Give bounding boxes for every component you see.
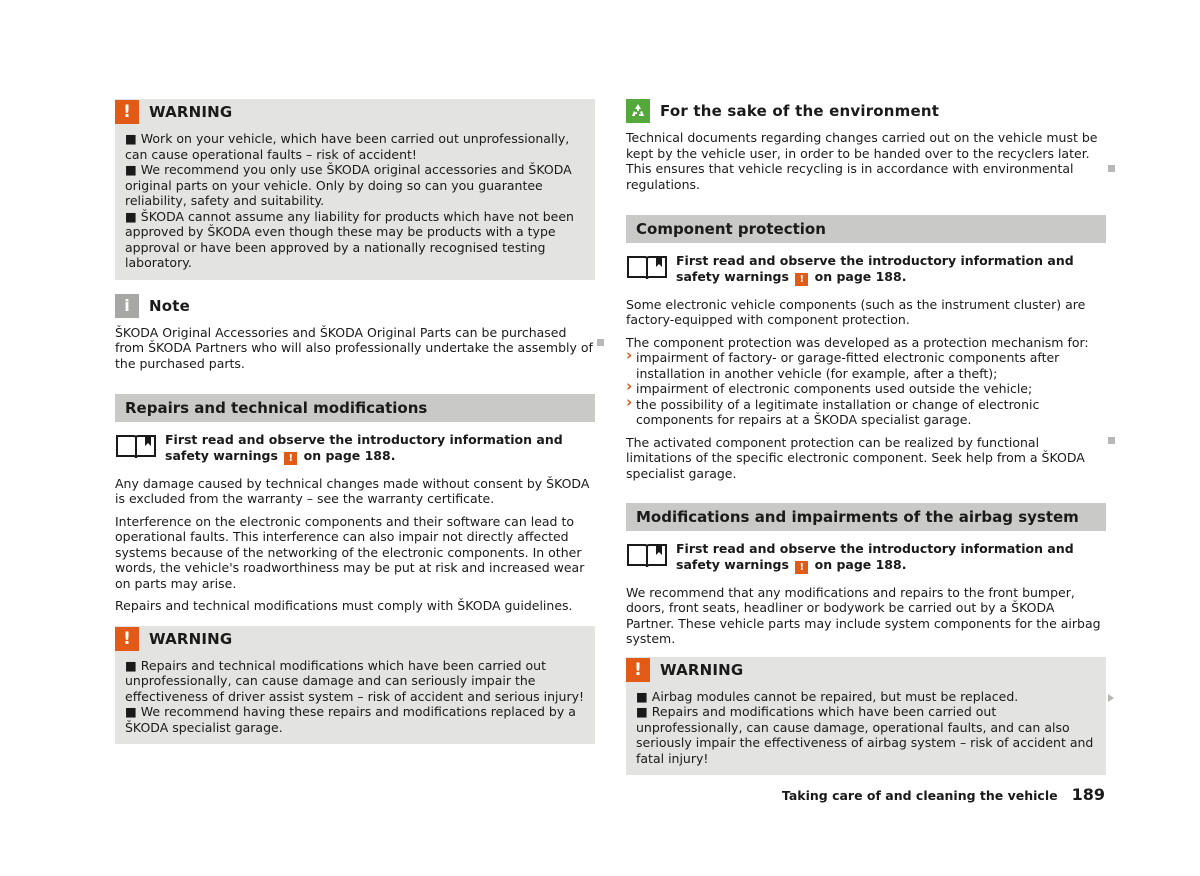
paragraph: We recommend that any modifications and repairs to the front bumper, doors, front seats, headliner or bodywork be carried out by a ŠKODA Partner. These vehicle parts may include system components for the airbag system. bbox=[626, 584, 1101, 646]
list-item: › impairment of factory- or garage-fitted electronic components after installation in another vehicle (for example, after a theft); bbox=[626, 350, 1106, 381]
paragraph: Interference on the electronic components and their software can lead to operational faults. This interference can also impair not directly affected systems because of the networking of the electronic components. In other words, the vehicle's roadworthiness may be put at risk and increased wear on parts may arise. bbox=[115, 513, 585, 591]
warning-line: ■ We recommend having these repairs and modifications replaced by a ŠKODA specialist garage. bbox=[125, 704, 576, 735]
reference-text-before: First read and observe the introductory information and safety warnings bbox=[676, 541, 1074, 572]
warning-exclamation-icon: ! bbox=[115, 627, 139, 651]
note-body bbox=[115, 325, 595, 372]
reference-text-before: First read and observe the introductory information and safety warnings bbox=[676, 253, 1074, 284]
warning-mini-icon: ! bbox=[284, 452, 297, 465]
warning-box-airbag bbox=[626, 657, 1106, 776]
reference-note bbox=[626, 253, 1106, 286]
warning-body bbox=[115, 658, 595, 736]
paragraph: Any damage caused by technical changes made without consent by ŠKODA is excluded from the warranty – see the warranty certificate. bbox=[115, 475, 590, 506]
section-header-airbag bbox=[626, 503, 1106, 531]
note-block bbox=[115, 294, 595, 372]
warning-exclamation-icon: ! bbox=[115, 100, 139, 124]
list-item: › impairment of electronic components used outside the vehicle; bbox=[626, 381, 1106, 397]
note-header bbox=[115, 294, 595, 318]
warning-header bbox=[115, 99, 595, 124]
environment-block bbox=[626, 99, 1106, 192]
paragraph: The component protection was developed as a protection mechanism for: bbox=[626, 334, 1089, 350]
warning-header bbox=[626, 657, 1106, 682]
reference-note bbox=[115, 432, 595, 465]
paragraph: Some electronic vehicle components (such as the instrument cluster) are factory-equipped with component protection. bbox=[626, 296, 1086, 327]
warning-mini-icon: ! bbox=[795, 561, 808, 574]
bullet-list bbox=[626, 350, 1106, 428]
left-column bbox=[115, 99, 595, 755]
info-icon: i bbox=[115, 294, 139, 318]
paragraph: Repairs and technical modifications must comply with ŠKODA guidelines. bbox=[115, 598, 573, 613]
environment-text: Technical documents regarding changes carried out on the vehicle must be kept by the vehicle user, in order to be handed over to the recyclers later. This ensures that vehicle recycling is in accordance with environmental regulations. bbox=[626, 130, 1098, 192]
warning-line: ■ ŠKODA cannot assume any liability for products which have not been approved by ŠKODA even though these may be products with a type approval or have been approved by a nationally recognised testing laboratory. bbox=[125, 208, 574, 270]
page-footer bbox=[782, 785, 1105, 804]
warning-title: WARNING bbox=[660, 660, 744, 679]
warning-exclamation-icon: ! bbox=[626, 658, 650, 682]
warning-line: ■ Airbag modules cannot be repaired, but must be replaced. bbox=[636, 688, 1019, 704]
page-number: 189 bbox=[1071, 785, 1105, 804]
warning-line: ■ Repairs and technical modifications which have been carried out unprofessionally, can cause damage and can seriously impair the effectiveness of driver assist system – risk of accident and serious injury! bbox=[125, 657, 584, 704]
section-end-mark bbox=[1108, 165, 1115, 172]
note-title: Note bbox=[149, 296, 191, 315]
environment-title: For the sake of the environment bbox=[660, 102, 940, 120]
warning-mini-icon: ! bbox=[795, 273, 808, 286]
reference-text-before: First read and observe the introductory information and safety warnings bbox=[165, 432, 563, 463]
paragraph: The activated component protection can be realized by functional limitations of the specific electronic component. Seek help from a ŠKODA specialist garage. bbox=[626, 434, 1085, 481]
environment-body bbox=[626, 130, 1106, 192]
reference-note bbox=[626, 541, 1106, 574]
section-title: Repairs and technical modifications bbox=[125, 399, 428, 417]
section-header-component-protection bbox=[626, 215, 1106, 243]
section-end-mark bbox=[1108, 437, 1115, 444]
warning-header bbox=[115, 626, 595, 651]
section-title: Component protection bbox=[636, 220, 826, 238]
warning-line: ■ Work on your vehicle, which have been carried out unprofessionally, can cause operational faults – risk of accident! bbox=[125, 131, 570, 162]
reference-page-link[interactable]: on page 188. bbox=[814, 556, 907, 572]
continued-arrow-icon bbox=[1108, 694, 1114, 702]
right-column bbox=[626, 99, 1106, 786]
warning-title: WARNING bbox=[149, 629, 233, 648]
warning-line: ■ We recommend you only use ŠKODA original accessories and ŠKODA original parts on your vehicle. Only by doing so can you guarantee reliability, safety and suitability. bbox=[125, 162, 572, 208]
book-icon bbox=[115, 432, 157, 460]
warning-line: ■ Repairs and modifications which have been carried out unprofessionally, can cause damage, operational faults, and can also seriously impair the effectiveness of airbag system – risk of accident and fatal injury! bbox=[636, 704, 1094, 766]
reference-page-link[interactable]: on page 188. bbox=[303, 447, 396, 463]
recycle-icon-glyph bbox=[629, 102, 647, 120]
reference-text bbox=[165, 432, 595, 465]
warning-body bbox=[115, 131, 595, 271]
book-icon bbox=[626, 253, 668, 281]
section-title: Modifications and impairments of the airbag system bbox=[636, 508, 1079, 526]
section-header-repairs bbox=[115, 394, 595, 422]
reference-text bbox=[676, 253, 1106, 286]
warning-box-repairs bbox=[115, 626, 595, 745]
reference-page-link[interactable]: on page 188. bbox=[814, 268, 907, 284]
reference-text bbox=[676, 541, 1106, 574]
warning-title: WARNING bbox=[149, 103, 233, 121]
warning-box-work bbox=[115, 99, 595, 280]
section-end-mark bbox=[597, 339, 604, 346]
note-text: ŠKODA Original Accessories and ŠKODA Original Parts can be purchased from ŠKODA Partners who will also professionally undertake the assembly of the purchased parts. bbox=[115, 324, 593, 371]
list-item: › the possibility of a legitimate installation or change of electronic components for repairs at a ŠKODA specialist garage. bbox=[626, 397, 1106, 428]
recycle-icon bbox=[626, 99, 650, 123]
warning-body bbox=[626, 689, 1106, 767]
footer-chapter-title: Taking care of and cleaning the vehicle bbox=[781, 788, 1058, 803]
environment-header bbox=[626, 99, 1106, 123]
book-icon bbox=[626, 541, 668, 569]
